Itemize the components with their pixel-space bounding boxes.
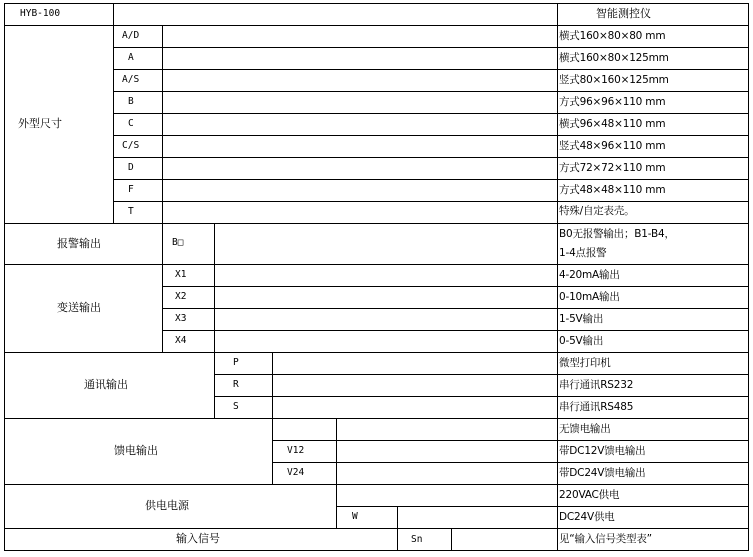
rule [162,223,163,353]
rule [114,47,749,48]
section-label-comm: 通讯输出 [84,378,128,391]
section-label-input: 输入信号 [176,532,220,545]
transmit-desc: 1-5V输出 [559,313,604,325]
rule [273,462,749,463]
alarm-desc-line1: B0无报警输出；B1-B4， [559,228,675,240]
section-label-alarm: 报警输出 [57,237,101,250]
dimension-desc: 方式48×48×110 mm [559,184,666,196]
transmit-code: X3 [175,313,187,324]
feed-code: V12 [287,445,305,456]
comm-desc: 微型打印机 [559,357,611,369]
dimension-code: C/S [122,140,140,151]
rule [4,264,749,265]
rule [162,25,163,224]
rule [451,528,452,551]
rule [4,418,749,419]
rule [114,157,749,158]
rule [114,113,749,114]
dimension-code: T [128,206,134,217]
rule [337,506,749,507]
rule [273,440,749,441]
dimension-desc: 横式96×48×110 mm [559,118,666,130]
transmit-desc: 0-10mA输出 [559,291,620,303]
rule [336,484,337,529]
rule [163,286,749,287]
alarm-desc-line2: 1-4点报警 [559,247,607,259]
rule [114,91,749,92]
rule [215,374,749,375]
dimension-desc: 特殊/自定表壳。 [559,205,635,217]
dimension-code: A [128,52,134,63]
dimension-code: A/D [122,30,140,41]
rule [114,135,749,136]
model-code: HYB-100 [20,8,61,19]
rule [214,223,215,353]
dimension-desc: 横式160×80×125mm [559,52,669,64]
alarm-code: B□ [172,237,184,248]
section-label-transmit: 变送输出 [57,301,101,314]
transmit-desc: 0-5V输出 [559,335,604,347]
input-code: Sn [411,534,423,545]
section-label-dimensions: 外型尺寸 [18,117,62,130]
table-border-bottom [4,550,749,551]
transmit-desc: 4-20mA输出 [559,269,620,281]
rule [397,506,398,529]
rule [4,528,749,529]
dimension-code: D [128,162,134,173]
comm-desc: 串行通讯RS232 [559,379,634,391]
rule [214,352,215,419]
feed-desc: 带DC12V馈电输出 [559,445,646,457]
dimension-desc: 方式72×72×110 mm [559,162,666,174]
desc-column-rule [557,3,558,551]
table-border-right [748,3,749,551]
dimension-desc: 竖式80×160×125mm [559,74,669,86]
comm-code: S [233,401,239,412]
rule [114,179,749,180]
rule [163,330,749,331]
rule [397,528,398,551]
transmit-code: X2 [175,291,187,302]
dimension-code: F [128,184,134,195]
feed-code: V24 [287,467,305,478]
rule [336,418,337,485]
comm-desc: 串行通讯RS485 [559,401,634,413]
rule [114,69,749,70]
power-desc: DC24V供电 [559,511,615,523]
transmit-code: X4 [175,335,187,346]
comm-code: R [233,379,239,390]
rule [114,201,749,202]
dimension-desc: 竖式48×96×110 mm [559,140,666,152]
rule [4,352,749,353]
section-label-power: 供电电源 [145,499,189,512]
product-title: 智能测控仪 [596,7,651,20]
rule [215,396,749,397]
rule [113,3,114,224]
dimension-code: B [128,96,134,107]
rule [4,484,749,485]
comm-code: P [233,357,239,368]
table-border-top [4,3,749,4]
feed-desc: 带DC24V馈电输出 [559,467,646,479]
rule [272,418,273,485]
power-desc: 220VAC供电 [559,489,620,501]
input-desc: 见“输入信号类型表” [559,533,652,545]
dimension-code: A/S [122,74,140,85]
rule [163,308,749,309]
dimension-desc: 方式96×96×110 mm [559,96,666,108]
dimension-desc: 横式160×80×80 mm [559,30,666,42]
rule [4,223,749,224]
rule [272,352,273,419]
feed-desc: 无馈电输出 [559,423,611,435]
section-label-feed: 馈电输出 [114,444,158,457]
rule [4,25,749,26]
table-border-left [4,3,5,551]
power-code: W [352,511,358,522]
dimension-code: C [128,118,134,129]
transmit-code: X1 [175,269,187,280]
